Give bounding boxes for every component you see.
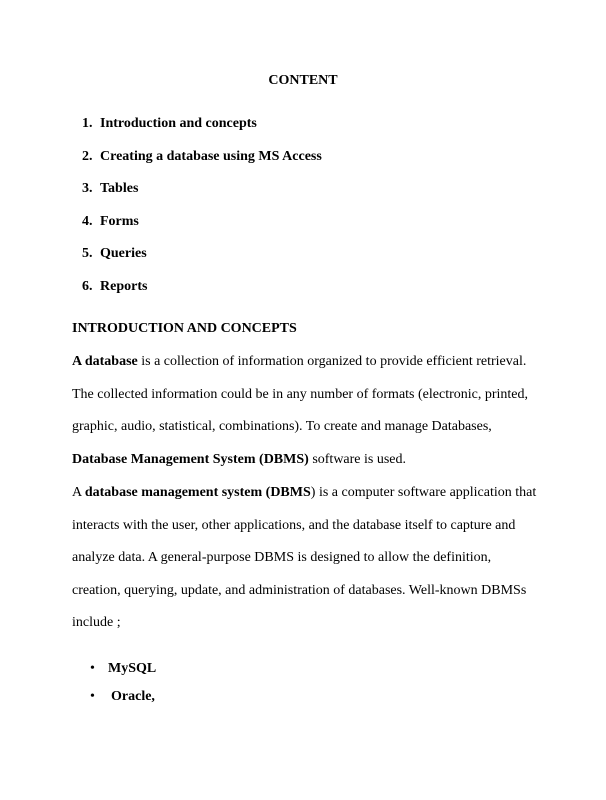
toc-label: Forms bbox=[100, 213, 139, 229]
toc-item bbox=[82, 278, 322, 311]
toc-label: Queries bbox=[100, 246, 147, 262]
bold-term: Database Management System (DBMS) bbox=[72, 451, 309, 467]
table-of-contents bbox=[82, 115, 322, 311]
toc-item bbox=[82, 115, 322, 148]
list-item bbox=[90, 655, 156, 683]
bullet-icon: • bbox=[90, 689, 95, 704]
page-title: CONTENT bbox=[268, 73, 338, 88]
list-item bbox=[90, 683, 156, 711]
toc-number: 1. bbox=[82, 116, 93, 131]
toc-item bbox=[82, 213, 322, 246]
toc-item bbox=[82, 245, 322, 278]
bold-lead: A database bbox=[72, 354, 138, 369]
toc-item bbox=[82, 180, 322, 213]
toc-number: 6. bbox=[82, 278, 93, 294]
paragraph-text: is a collection of information organized to provide efficient retrieval. The collected information could be in any number of formats (electronic, printed, graphic, audio, statistical, combinations). To create and manage Databases, bbox=[72, 354, 529, 435]
bold-term: database management system (DBMS bbox=[84, 485, 311, 500]
toc-number: 3. bbox=[82, 181, 93, 197]
toc-item bbox=[82, 148, 322, 181]
section-heading: INTRODUCTION AND CONCEPTS bbox=[72, 321, 297, 336]
dbms-list bbox=[90, 655, 156, 711]
dbms-paragraph bbox=[72, 477, 542, 640]
toc-number: 5. bbox=[82, 246, 93, 262]
bullet-icon: • bbox=[90, 661, 95, 676]
toc-number: 4. bbox=[82, 213, 93, 229]
paragraph-lead: A bbox=[72, 485, 85, 500]
list-item-label: Oracle, bbox=[111, 689, 155, 704]
toc-number: 2. bbox=[82, 148, 93, 164]
paragraph-text: ) is a computer software application that interacts with the user, other applications, and the database itself to capture and analyze data. A general-purpose DBMS is designed to allow the definition, creation, querying, update, and administration of databases. Well-known DBMSs include ; bbox=[72, 485, 537, 631]
paragraph-text: software is used. bbox=[308, 451, 407, 467]
toc-label: Tables bbox=[100, 181, 139, 197]
intro-paragraph bbox=[72, 346, 542, 476]
toc-label: Introduction and concepts bbox=[100, 116, 257, 131]
list-item-label: MySQL bbox=[108, 661, 157, 676]
toc-label: Creating a database using MS Access bbox=[100, 148, 322, 164]
toc-label: Reports bbox=[100, 278, 148, 294]
